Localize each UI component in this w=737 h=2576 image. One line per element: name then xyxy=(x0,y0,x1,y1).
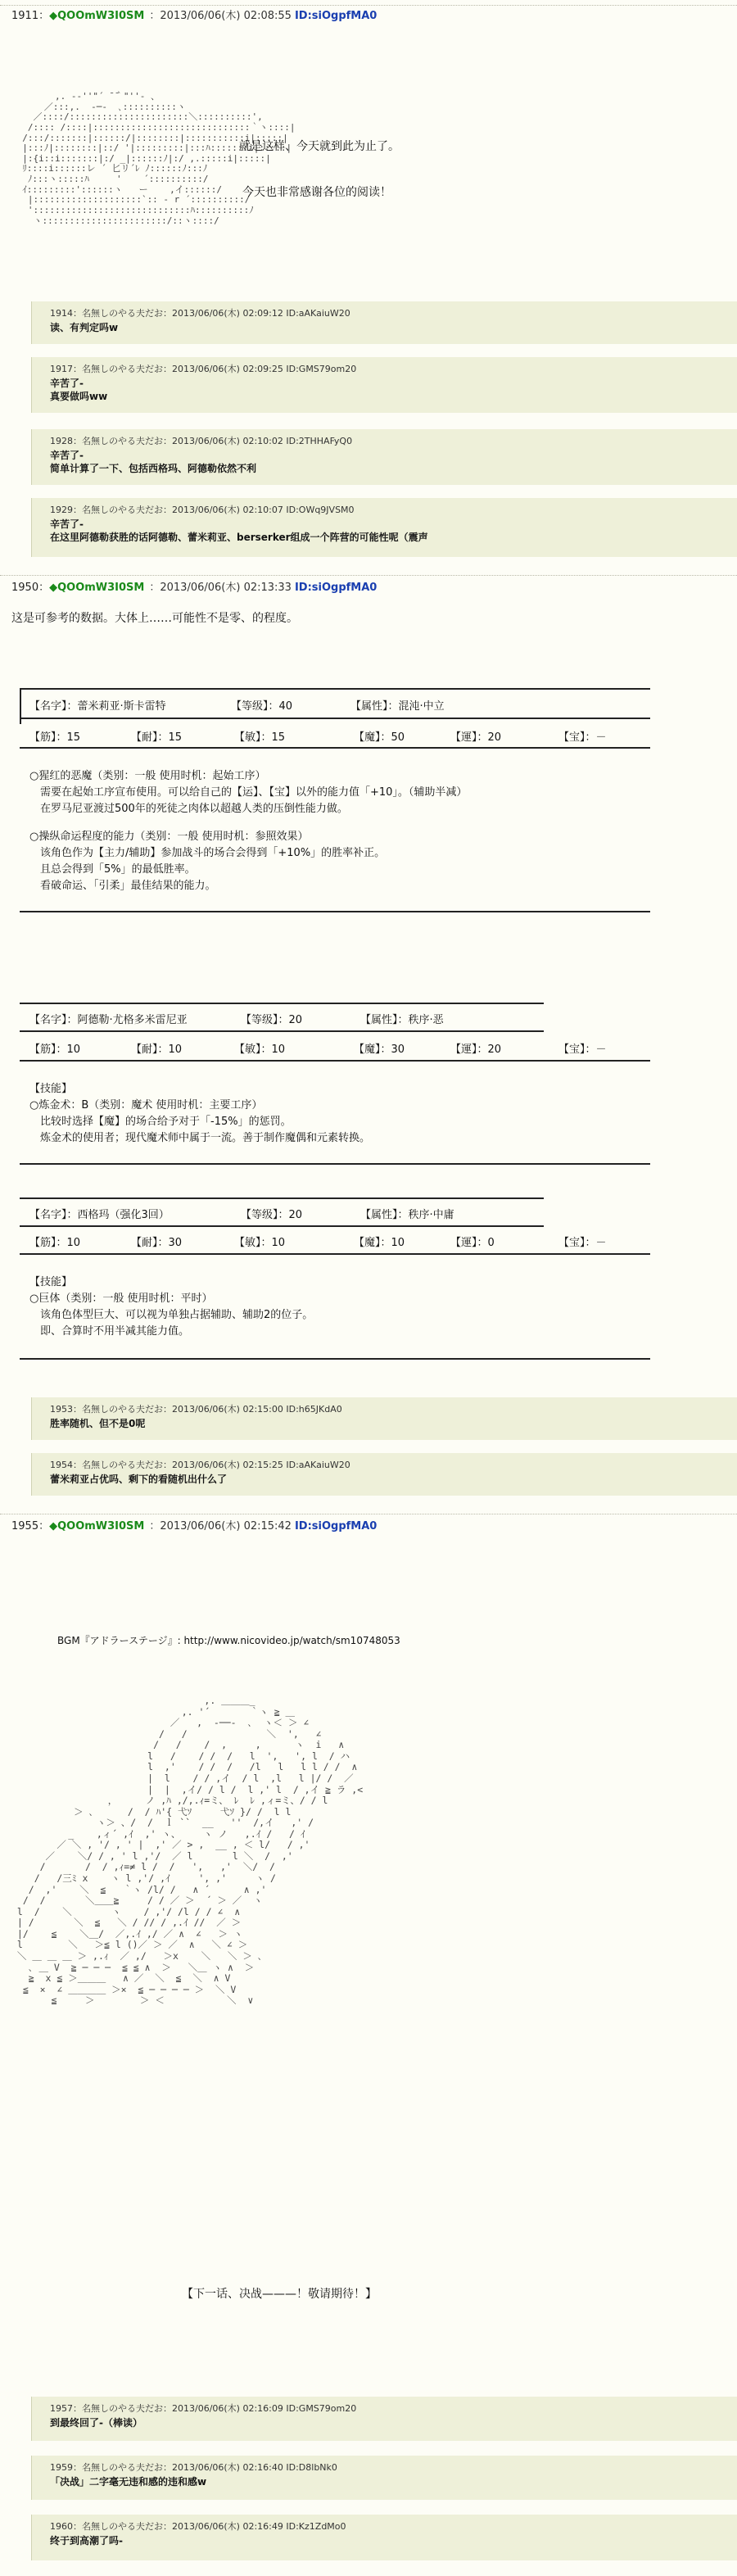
sheet-rule xyxy=(20,688,650,690)
next-episode-notice: 【下一话、决战———！敬请期待！】 xyxy=(182,2288,377,2301)
skill-line: 比较时选择【魔】的场合给予对于「-15%」的惩罚。 xyxy=(29,1116,292,1128)
stat-mag: 【魔】：10 xyxy=(354,1237,405,1249)
post-date: ：2013/06/06(木) 02:15:42 xyxy=(149,1520,292,1532)
sheet-level: 【等级】：40 xyxy=(231,700,293,713)
quoted-reply xyxy=(31,301,737,344)
post-intro: 这是可参考的数据。大体上……可能性不是零、的程度。 xyxy=(11,612,298,625)
ascii-art-battle-scene: ,. ＿＿＿_ ,. '´ ｀ヽ ≧ ＿ ／ , ‐──‐ ､ ヽ＜ ＞ ∠ / / ＼ ', ∠ / / / , , ヽ i ∧ l / / / / l ', ', l / ハ l ,' / / / /l l l l / / ∧ | l / / ,イ / l ,l l |/ / ／ | | ,イ/ / l / l ,' l / ,イ ≧ ラ ,< ， ノ ,ﾊ ,/,.ｨ=ミ、 ﾚ ﾚ ,ィ=ミ、/ / l ＞ ､ / / ﾊ'{ 弋ｿ 弋ｿ }/ / l l ヽ＞ 、/ / ｌ `` __ '' /,イ ,' / _ ,ィ´ ,ｲ ,' ヽ、 ヽ ノ ,.ｲ / / ｲ ／ ＼ , '/ , ' | ,' ／ > , __ , ＜ l/ / ,' ／ ＼/ / , ' l ,'/ ／ l l ＼ / ,' / / / ,ｨ=≠ l / / ', ,' ＼/ / / /三ﾐ x ヽ l ,'/ ,ｲ ', ,' ヽ / / ,' ＼ ≦ ｀ヽ /l/ / ∧ ´ ∧ ,' / / ＼＿＿≧ / / ／ ＞ ´ ＞ ／ ヽ l / ＼ ヽ / ,'/ /l / / ∠ ∧ | / ＼ ≦ ＼ / // / ,.ｲ // ／ ＞ |/ ≦ ＼＿/ ／,.ｲ ,/ ／ ∧ ∠ ＞ ヽ l ＼ ＞≦ l ()／ ＞ ／ ∧ ＼ ∠ ＞ ＼ ＿ ＿ ＿ ＞ ,.ｨ ／ ,/ ＞x ＼ ＼ ＞ ､ ､ ＿ V ≧ ─ ─ ─ ≦ ≦ ∧ ＞ ＼＿ ヽ ∧ ＞ ≧ x ≦ ＞＿＿＿ ∧ ／ ＼ ≦ ＼ ∧ V ≦ × ∠ ＿＿＿＿ ＞× ≦ ─ ─ ─ ─ ＞ ＼ V ≦ ＞ ＞ ＜ ＼ ∨ xyxy=(16,1695,364,2007)
stat-luck: 【運】：20 xyxy=(450,1044,502,1056)
post-date: ：2013/06/06(木) 02:08:55 xyxy=(149,10,292,22)
stat-np: 【宝】：－ xyxy=(558,1044,607,1056)
post-header-1950 xyxy=(11,578,377,594)
skill-line: ○操纵命运程度的能力（类别：一般 使用时机：参照效果） xyxy=(29,831,309,843)
quote-header: 1959：名無しのやる夫だお：2013/06/06(木) 02:16:40 ID:D8lbNk0 xyxy=(50,2462,337,2473)
quote-body: 蕾米莉亚占优吗、剩下的看随机出什么了 xyxy=(50,1474,228,1485)
post-number: 1950： xyxy=(11,582,50,594)
sheet-level: 【等级】：20 xyxy=(241,1014,303,1026)
quote-body: 读、有判定吗w xyxy=(50,322,119,333)
skill-line: 即、合算时不用半减其能力值。 xyxy=(29,1325,190,1338)
post-number: 1911： xyxy=(11,10,50,22)
post-separator xyxy=(0,575,737,576)
poster-name[interactable]: ◆QOOmW3I0SM xyxy=(49,10,145,22)
sheet-rule xyxy=(20,1197,544,1199)
quote-header: 1953：名無しのやる夫だお：2013/06/06(木) 02:15:00 ID:h65JKdA0 xyxy=(50,1404,342,1415)
skill-line: 该角色作为【主力/辅助】参加战斗的场合会得到「+10%」的胜率补正。 xyxy=(29,847,386,859)
poster-id[interactable]: ID:siOgpfMA0 xyxy=(294,10,378,22)
stat-agi: 【敏】：15 xyxy=(234,731,286,744)
post-date: ：2013/06/06(木) 02:13:33 xyxy=(149,582,292,594)
post-header-1955 xyxy=(11,1517,377,1532)
quote-header: 1917：名無しのやる夫だお：2013/06/06(木) 02:09:25 ID:GMS79om20 xyxy=(50,364,357,374)
stat-mag: 【魔】：30 xyxy=(354,1044,405,1056)
ascii-art-character: ,. -‐''"´ ̄ ̄｀"''‐ 、 ／:::,. -─- ､::::::::::ヽ ／::::/::::::::::::::::::::::＼::::::::::', /:::: /::::|:::::::::::::::::::::::::::::｀ヽ::::| /:::/:::::::|::::::/|::::::::|:::::::::::i|:::::| |:::ﾉ|::::::::|::/ '|:::::::::|:::ﾊ:::::::i|:::::| |:{i::i:::::::|:/ _|::::::ﾉ|:/ ,.:::::i|:::::| ﾘ::::i::::::レ ´ 匕リ´ﾚ ﾉ::::::ﾉ:::ﾉ ﾉ:::ヽ:::::ﾊ ' ´::::::::::/ ｲ:::::::::'::::::ヽ ー ,イ::::::/ |::::::::::::::::::::`:: ‐ r ´::::::::::/ ':::::::::::::::::::::::::::::ﾊ::::::::::ﾉ ヽ:::::::::::::::::::::::/::ヽ::::/ xyxy=(22,91,296,226)
sheet-rule xyxy=(20,747,650,749)
sheet-rule xyxy=(20,1003,544,1004)
post-separator xyxy=(0,5,737,6)
quote-body: 辛苦了- xyxy=(50,518,84,530)
quote-header: 1960：名無しのやる夫だお：2013/06/06(木) 02:16:49 ID:Kz1ZdMo0 xyxy=(50,2521,346,2532)
post-line-2: 今天也非常感谢各位的阅读！ xyxy=(242,186,391,199)
stat-str: 【筋】：15 xyxy=(29,731,81,744)
quote-header: 1914：名無しのやる夫だお：2013/06/06(木) 02:09:12 ID:aAKaiuW20 xyxy=(50,308,350,319)
poster-id[interactable]: ID:siOgpfMA0 xyxy=(294,582,378,594)
quoted-reply xyxy=(31,2397,737,2441)
stat-mag: 【魔】：50 xyxy=(354,731,405,744)
bgm-link[interactable]: BGM『アドラーステージ』: http://www.nicovideo.jp/watch/sm10748053 xyxy=(57,1635,400,1646)
quote-body: 胜率随机、但不是0呢 xyxy=(50,1418,146,1429)
sheet-rule xyxy=(20,1225,544,1227)
sheet-rule xyxy=(20,1253,650,1255)
skill-line: 且总会得到「5%」的最低胜率。 xyxy=(29,863,196,876)
post-number: 1955： xyxy=(11,1520,50,1532)
quoted-reply xyxy=(31,1397,737,1440)
stat-con: 【耐】：15 xyxy=(131,731,183,744)
quoted-reply xyxy=(31,1453,737,1496)
quote-body: 辛苦了- xyxy=(50,450,84,461)
quoted-reply xyxy=(31,357,737,413)
quote-body: 在这里阿德勒获胜的话阿德勒、蕾米莉亚、berserker组成一个阵营的可能性呢（震声 xyxy=(50,532,428,544)
poster-id[interactable]: ID:siOgpfMA0 xyxy=(294,1520,378,1532)
quote-body: 终于到高潮了吗- xyxy=(50,2535,123,2547)
stat-con: 【耐】：10 xyxy=(131,1044,183,1056)
skill-line: 需要在起始工序宣布使用。可以给自己的【运】、【宝】以外的能力值「+10」。（辅助半减） xyxy=(29,786,468,799)
stat-np: 【宝】：－ xyxy=(558,731,607,744)
post-header-1911 xyxy=(11,7,377,22)
skill-line: ○巨体（类别：一般 使用时机：平时） xyxy=(29,1293,213,1305)
stat-luck: 【運】：20 xyxy=(450,731,502,744)
sheet-rule xyxy=(20,718,650,719)
sheet-attribute: 【属性】：混沌·中立 xyxy=(350,700,445,713)
stat-str: 【筋】：10 xyxy=(29,1237,81,1249)
skill-line: 看破命运、「引柔」最佳结果的能力。 xyxy=(29,880,216,892)
quote-body: 辛苦了- xyxy=(50,378,84,389)
stat-np: 【宝】：－ xyxy=(558,1237,607,1249)
quote-body: 真要做吗ww xyxy=(50,391,108,403)
sheet-rule xyxy=(20,1358,650,1360)
quote-header: 1929：名無しのやる夫だお：2013/06/06(木) 02:10:07 ID:OWq9JVSM0 xyxy=(50,505,355,515)
quoted-reply xyxy=(31,498,737,557)
sheet-rule xyxy=(20,1163,650,1165)
stat-agi: 【敏】：10 xyxy=(234,1044,286,1056)
quote-header: 1957：名無しのやる夫だお：2013/06/06(木) 02:16:09 ID:GMS79om20 xyxy=(50,2403,357,2414)
sheet-name: 【名字】：蕾米莉亚·斯卡雷特 xyxy=(29,700,166,713)
skill-line: 【技能】 xyxy=(29,1276,73,1288)
skill-line: 该角色体型巨大、可以视为单独占据辅助、辅助2的位子。 xyxy=(29,1309,314,1321)
quote-body: 简单计算了一下、包括西格玛、阿德勒依然不利 xyxy=(50,463,257,475)
poster-name[interactable]: ◆QOOmW3I0SM xyxy=(49,1520,145,1532)
stat-agi: 【敏】：10 xyxy=(234,1237,286,1249)
quote-body: 到最终回了-（棒读） xyxy=(50,2417,142,2429)
stat-luck: 【運】：0 xyxy=(450,1237,495,1249)
skill-line: ○猩红的恶魔（类别：一般 使用时机：起始工序） xyxy=(29,770,266,782)
skill-line: 炼金术的使用者；现代魔术师中属于一流。善于制作魔偶和元素转换。 xyxy=(29,1132,371,1144)
sheet-name: 【名字】：阿德勒·尤格多米雷尼亚 xyxy=(29,1014,188,1026)
quoted-reply xyxy=(31,429,737,485)
sheet-level: 【等级】：20 xyxy=(241,1209,303,1221)
quoted-reply xyxy=(31,2456,737,2500)
quote-header: 1954：名無しのやる夫だお：2013/06/06(木) 02:15:25 ID:aAKaiuW20 xyxy=(50,1460,350,1470)
skill-line: 在罗马尼亚渡过500年的死徒之肉体以超越人类的压倒性能力做。 xyxy=(29,803,348,815)
sheet-rule xyxy=(20,1030,544,1032)
sheet-rule xyxy=(20,1060,650,1062)
post-line-1: 就是这样、今天就到此为止了。 xyxy=(239,140,400,153)
stat-con: 【耐】：30 xyxy=(131,1237,183,1249)
skill-line: ○炼金术：B（类别：魔术 使用时机：主要工序） xyxy=(29,1099,263,1111)
quote-header: 1928：名無しのやる夫だお：2013/06/06(木) 02:10:02 ID:2THHAFyQ0 xyxy=(50,436,353,446)
skill-line: 【技能】 xyxy=(29,1083,73,1095)
sheet-name: 【名字】：西格玛（强化3回） xyxy=(29,1209,170,1221)
poster-name[interactable]: ◆QOOmW3I0SM xyxy=(49,582,145,594)
sheet-rule xyxy=(20,911,650,912)
quote-body: 「决战」二字毫无违和感的违和感w xyxy=(50,2476,207,2488)
sheet-attribute: 【属性】：秩序·中庸 xyxy=(360,1209,454,1221)
sheet-attribute: 【属性】：秩序·恶 xyxy=(360,1014,444,1026)
quoted-reply xyxy=(31,2515,737,2560)
stat-str: 【筋】：10 xyxy=(29,1044,81,1056)
